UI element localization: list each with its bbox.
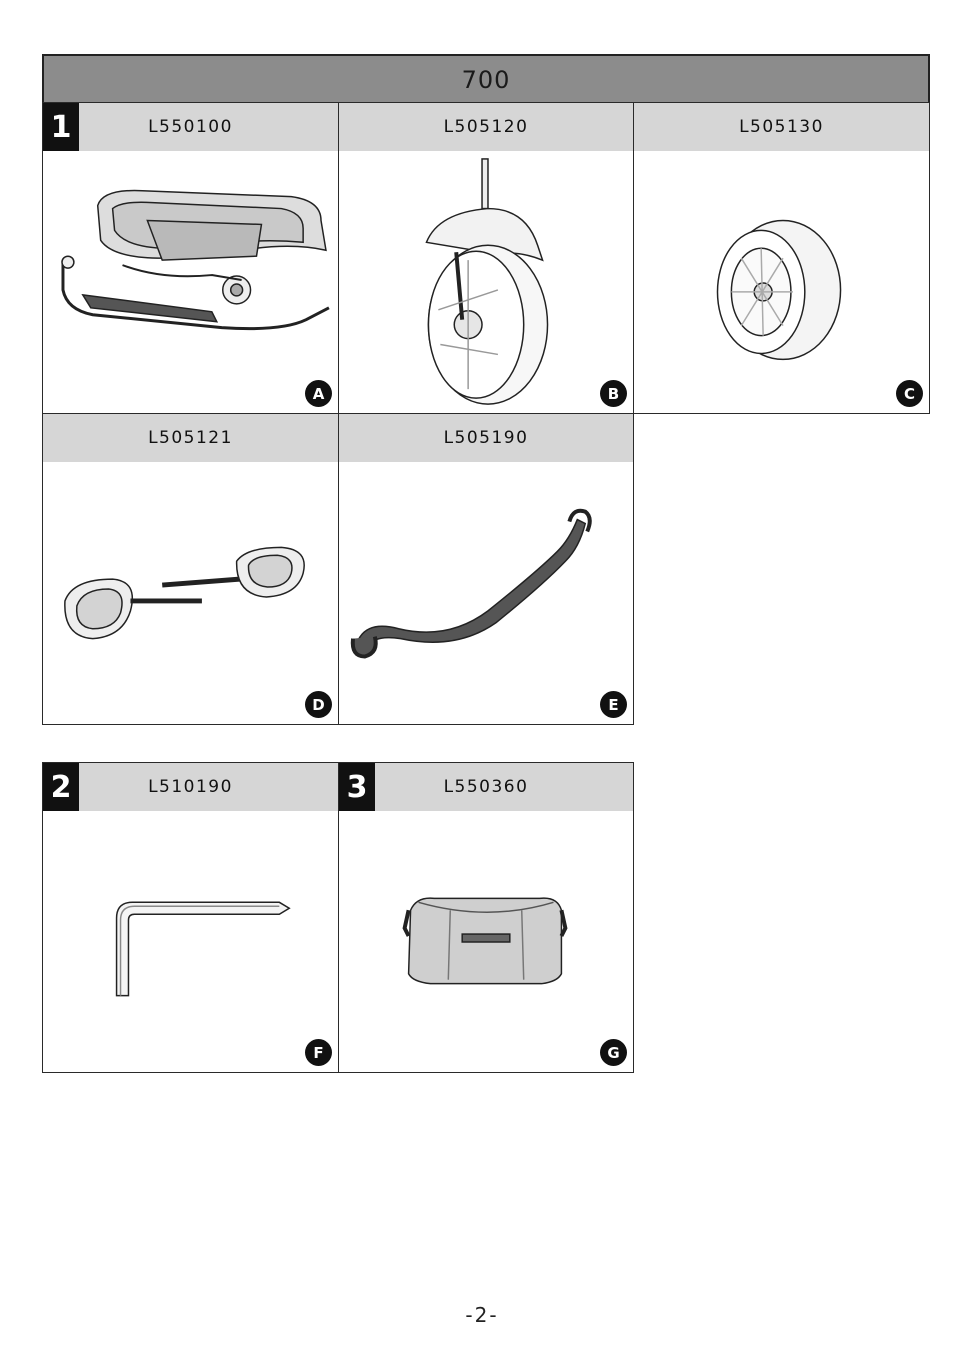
wheel-axle-caps-icon bbox=[43, 462, 338, 724]
section-number-3: 3 bbox=[339, 763, 375, 811]
part-code: L505190 bbox=[339, 414, 633, 462]
part-code: L505121 bbox=[43, 414, 338, 462]
section-number-2: 2 bbox=[43, 763, 79, 811]
part-code: L505120 bbox=[339, 103, 633, 151]
part-letter-badge: F bbox=[305, 1039, 332, 1066]
strap-hook-icon bbox=[339, 462, 633, 724]
part-card-f bbox=[42, 762, 339, 1073]
section-number-1: 1 bbox=[43, 103, 79, 151]
part-card-b bbox=[338, 102, 634, 414]
part-card-c bbox=[633, 102, 930, 414]
part-code: L505130 bbox=[634, 103, 929, 151]
page-number: -2- bbox=[465, 1303, 499, 1327]
part-letter-badge: G bbox=[600, 1039, 627, 1066]
part-letter-badge: D bbox=[305, 691, 332, 718]
part-code: L550360 bbox=[339, 763, 633, 811]
stroller-seat-frame-icon bbox=[43, 151, 338, 413]
part-code: L550100 bbox=[43, 103, 338, 151]
model-title: 700 bbox=[42, 54, 930, 104]
part-letter-badge: E bbox=[600, 691, 627, 718]
front-wheel-fork-icon bbox=[339, 151, 633, 413]
part-letter-badge: B bbox=[600, 380, 627, 407]
part-code: L510190 bbox=[43, 763, 338, 811]
part-card-d bbox=[42, 413, 339, 725]
part-card-e bbox=[338, 413, 634, 725]
part-letter-badge: A bbox=[305, 380, 332, 407]
fabric-basket-icon bbox=[339, 811, 633, 1072]
part-letter-badge: C bbox=[896, 380, 923, 407]
part-card-a bbox=[42, 102, 339, 414]
allen-key-icon bbox=[43, 811, 338, 1072]
part-card-g bbox=[338, 762, 634, 1073]
rear-wheel-icon bbox=[634, 151, 929, 413]
